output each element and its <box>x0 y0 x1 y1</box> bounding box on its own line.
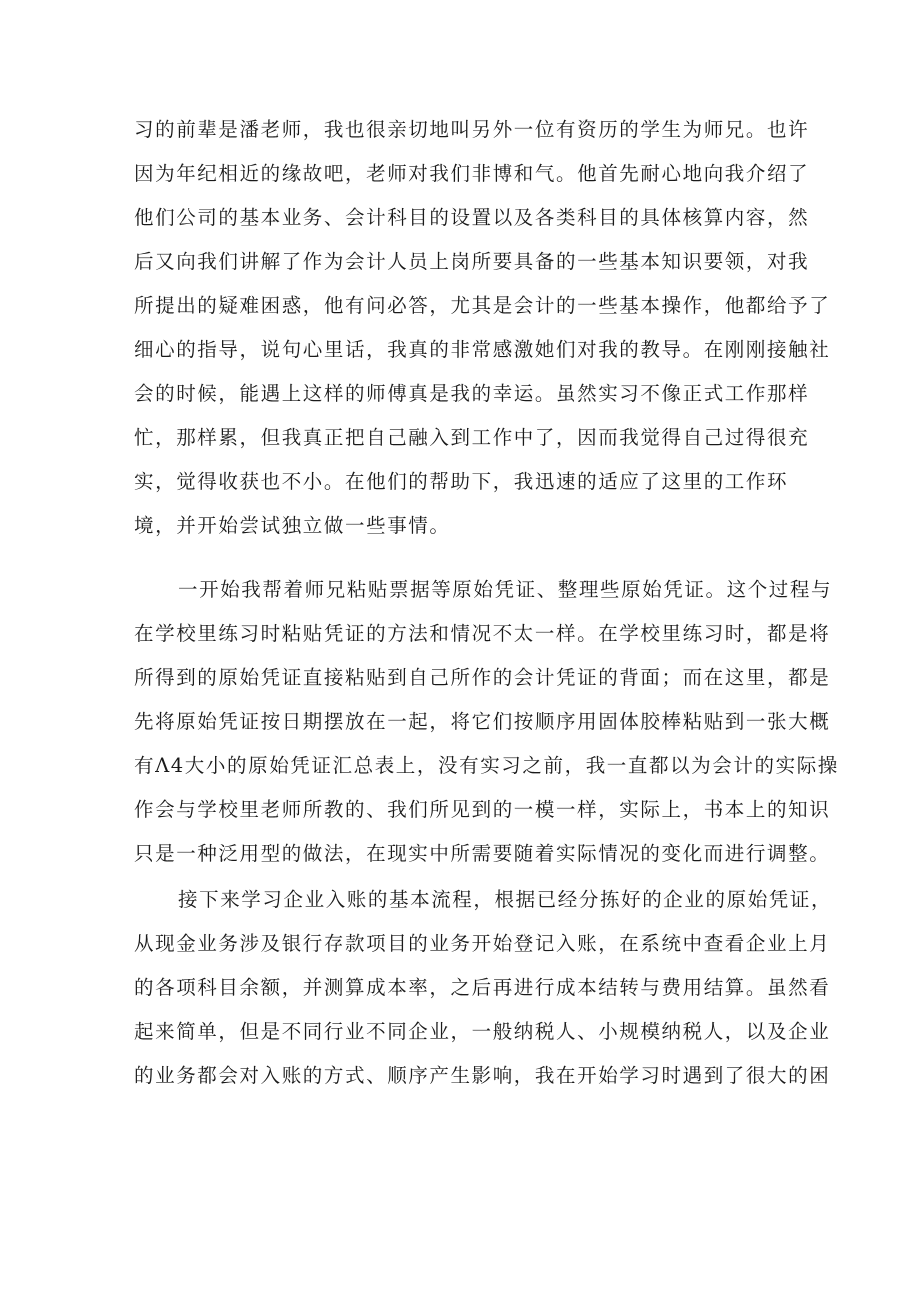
text-line: 他们公司的基本业务、会计科目的设置以及各类科目的具体核算内容，然 <box>134 206 810 229</box>
text-line: 从现金业务涉及银行存款项目的业务开始登记入账，在系统中查看企业上月 <box>134 932 831 955</box>
text-line: 的业务都会对入账的方式、顺序产生影响，我在开始学习时遇到了很大的困 <box>134 1064 831 1087</box>
text-line: 会的时候，能遇上这样的师傅真是我的幸运。虽然实习不像正式工作那样 <box>134 382 810 405</box>
text-line: 习的前辈是潘老师，我也很亲切地叫另外一位有资历的学生为师兄。也许 <box>134 118 810 141</box>
text-line: 所提出的疑难困惑，他有问必答，尤其是会计的一些基本操作，他都给予了 <box>134 294 831 317</box>
text-line: 一开始我帮着师兄粘贴票据等原始凭证、整理些原始凭证。这个过程与 <box>178 578 833 601</box>
text-line: 忙，那样累，但我真正把自己融入到工作中了，因而我觉得自己过得很充 <box>134 426 810 449</box>
text-line: 的各项科目余额，并测算成本率，之后再进行成本结转与费用结算。虽然看 <box>134 976 831 999</box>
text-line: 因为年纪相近的缘故吧，老师对我们非博和气。他首先耐心地向我介绍了 <box>134 162 810 185</box>
text-line: 只是一种泛用型的做法，在现实中所需要随着实际情况的变化而进行调整。 <box>134 842 831 865</box>
text-line: 作会与学校里老师所教的、我们所见到的一模一样，实际上，书本上的知识 <box>134 798 831 821</box>
text-line: 后又向我们讲解了作为会计人员上岗所要具备的一些基本知识要领，对我 <box>134 250 810 273</box>
text-line: 境，并开始尝试独立做一些事情。 <box>134 514 451 537</box>
text-line: 所得到的原始凭证直接粘贴到自己所作的会计凭证的背面；而在这里，都是 <box>134 666 831 689</box>
text-line: 起来简单，但是不同行业不同企业，一般纳税人、小规模纳税人，以及企业 <box>134 1020 831 1043</box>
text-line: 接下来学习企业入账的基本流程，根据已经分拣好的企业的原始凭证， <box>178 888 833 911</box>
text-line: 实，觉得收获也不小。在他们的帮助下，我迅速的适应了这里的工作环 <box>134 470 789 493</box>
text-line: 细心的指导，说句心里话，我真的非常感激她们对我的教导。在刚刚接触社 <box>134 338 831 361</box>
text-line: 在学校里练习时粘贴凭证的方法和情况不太一样。在学校里练习时，都是将 <box>134 622 831 645</box>
text-line: 先将原始凭证按日期摆放在一起，将它们按顺序用固体胶棒粘贴到一张大概 <box>134 710 831 733</box>
text-line: 有Λ4大小的原始凭证汇总表上，没有实习之前，我一直都以为会计的实际操 <box>134 754 839 777</box>
